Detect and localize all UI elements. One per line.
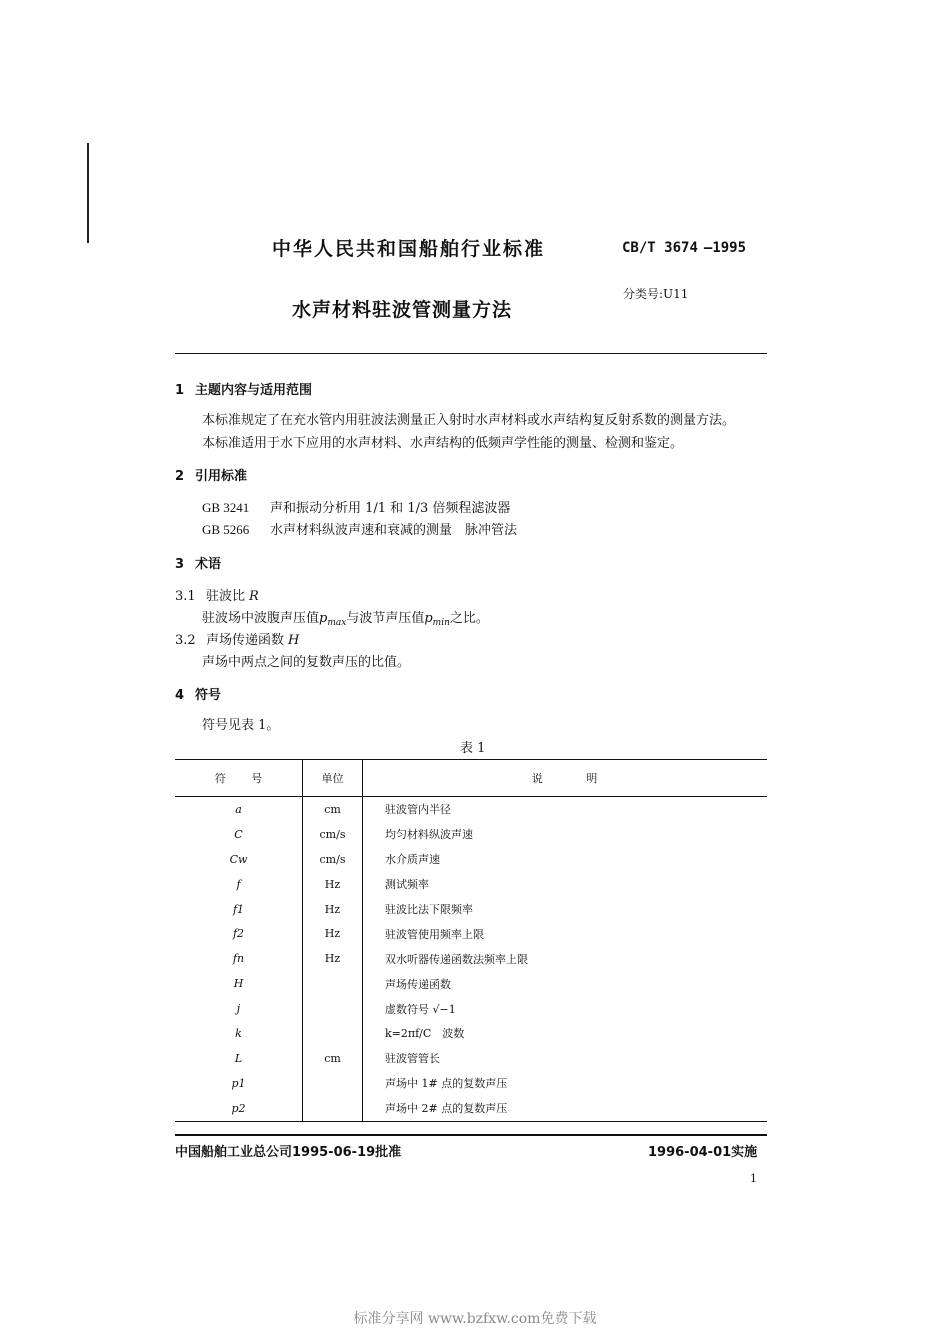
section-2-heading — [175, 465, 247, 484]
term-3-1-heading — [175, 585, 259, 604]
p-symbol: p — [424, 611, 433, 626]
row-unit: cm/s — [303, 847, 363, 872]
term-3-2-name: 声场传递函数 — [206, 633, 285, 648]
table-row — [175, 797, 767, 822]
row-description: 声场中 2# 点的复数声压 — [363, 1096, 768, 1121]
row-symbol: p1 — [175, 1071, 303, 1096]
reference-item — [202, 519, 517, 538]
term-3-2-number: 3.2 — [175, 633, 196, 648]
p-symbol: p — [319, 611, 328, 626]
section-1-para-2: 本标准适用于水下应用的水声材料、水声结构的低频声学性能的测量、检测和鉴定。 — [202, 436, 684, 451]
table-row — [175, 872, 767, 897]
row-symbol: H — [175, 971, 303, 996]
header-rule — [175, 353, 767, 354]
standard-category-title: 中华人民共和国船舶行业标准 — [272, 238, 546, 260]
section-3-heading — [175, 553, 221, 572]
effective-date: 1996-04-01实施 — [648, 1145, 758, 1160]
page-number: 1 — [750, 1172, 757, 1185]
table-row — [175, 1021, 767, 1046]
row-symbol: p2 — [175, 1096, 303, 1121]
section-1-number: 1 — [175, 383, 185, 398]
term-3-2-definition: 声场中两点之间的复数声压的比值。 — [202, 655, 411, 670]
reference-title: 水声材料纵波声速和衰减的测量 脉冲管法 — [270, 523, 518, 538]
term-3-1-definition — [202, 607, 489, 628]
row-description: 虚数符号 √−1 — [385, 1002, 456, 1016]
table-header-row — [175, 759, 767, 797]
row-symbol: j — [175, 996, 303, 1021]
header-unit: 单位 — [303, 759, 363, 797]
row-unit: Hz — [303, 946, 363, 971]
row-unit: cm — [303, 797, 363, 822]
term-3-1-number: 3.1 — [175, 589, 196, 604]
section-1-title: 主题内容与适用范围 — [195, 383, 313, 398]
subscript-min: min — [432, 618, 450, 628]
row-description: 均匀材料纵波声速 — [385, 828, 473, 842]
reference-title: 声和振动分析用 1/1 和 1/3 倍频程滤波器 — [270, 501, 511, 516]
row-symbol: f2 — [175, 921, 303, 946]
section-3-title: 术语 — [195, 557, 222, 572]
row-unit — [303, 996, 363, 1021]
table-row — [175, 1071, 767, 1096]
row-description: 水介质声速 — [385, 853, 440, 867]
row-unit: Hz — [303, 921, 363, 946]
standard-prefix: CB/T — [622, 240, 656, 256]
row-symbol: k — [175, 1021, 303, 1046]
section-4-number: 4 — [175, 688, 185, 703]
row-description: 驻波管使用频率上限 — [385, 927, 484, 941]
row-unit — [303, 1021, 363, 1046]
subscript-max: max — [327, 618, 347, 628]
table-row — [175, 971, 767, 996]
watermark: 标准分享网 www.bzfxw.com免费下载 — [353, 1311, 597, 1327]
footer-rule — [175, 1134, 767, 1136]
row-description: 测试频率 — [385, 878, 429, 892]
section-3-number: 3 — [175, 557, 185, 572]
row-unit: Hz — [303, 897, 363, 922]
term-3-1-def-part-b: 与波节声压值 — [346, 611, 425, 626]
reference-code: GB 3241 — [202, 500, 250, 515]
table-row — [175, 1096, 767, 1121]
table-row — [175, 1046, 767, 1071]
row-unit: cm — [303, 1046, 363, 1071]
row-description: 驻波管管长 — [385, 1052, 440, 1066]
table-caption: 表 1 — [460, 741, 486, 756]
row-description: 双水听器传递函数法频率上限 — [385, 952, 528, 966]
table-row — [175, 847, 767, 872]
table-row — [175, 996, 767, 1021]
row-symbol: f — [175, 872, 303, 897]
section-4-title: 符号 — [195, 688, 222, 703]
row-symbol: fn — [175, 946, 303, 971]
reference-item — [202, 497, 510, 516]
document-title: 水声材料驻波管测量方法 — [292, 299, 513, 321]
row-symbol: f1 — [175, 897, 303, 922]
term-3-2-symbol: H — [288, 633, 300, 648]
table-row — [175, 822, 767, 847]
row-symbol: a — [175, 797, 303, 822]
row-unit: Hz — [303, 872, 363, 897]
term-3-2-heading — [175, 629, 299, 648]
row-symbol: L — [175, 1046, 303, 1071]
row-description: 声场传递函数 — [385, 977, 451, 991]
table-row — [175, 946, 767, 971]
table-row — [175, 921, 767, 946]
row-unit — [303, 1096, 363, 1121]
section-4-heading — [175, 684, 221, 703]
term-3-1-symbol: R — [249, 589, 259, 604]
row-description: 驻波管内半径 — [385, 803, 451, 817]
standard-number: 3674 — [664, 240, 698, 256]
term-3-1-def-part-a: 驻波场中波腹声压值 — [202, 611, 320, 626]
header-symbol: 符 号 — [175, 759, 303, 797]
row-unit — [303, 971, 363, 996]
row-unit: cm/s — [303, 822, 363, 847]
classification-number: 分类号:U11 — [623, 287, 689, 301]
reference-code: GB 5266 — [202, 522, 250, 537]
row-unit — [303, 1071, 363, 1096]
section-2-number: 2 — [175, 469, 185, 484]
row-description: 声场中 1# 点的复数声压 — [385, 1077, 508, 1091]
row-symbol: C — [175, 822, 303, 847]
row-symbol: Cw — [175, 847, 303, 872]
approval-line: 中国船舶工业总公司1995-06-19批准 — [175, 1145, 402, 1160]
symbol-table — [175, 759, 767, 1122]
section-2-title: 引用标准 — [195, 469, 248, 484]
table-row — [175, 897, 767, 922]
section-1-heading — [175, 379, 312, 398]
term-3-1-def-part-c: 之比。 — [449, 611, 489, 626]
section-1-para-1: 本标准规定了在充水管内用驻波法测量正入射时水声材料或水声结构复反射系数的测量方法。 — [202, 413, 736, 428]
standard-code: CB/T 3674 —1995 — [622, 240, 747, 256]
row-description: k=2πf/C 波数 — [385, 1027, 465, 1041]
row-description: 驻波比法下限频率 — [385, 903, 473, 916]
standard-year: 1995 — [712, 240, 747, 256]
section-4-para: 符号见表 1。 — [202, 718, 280, 733]
term-3-1-name: 驻波比 — [206, 589, 246, 604]
margin-bar — [87, 143, 89, 243]
header-description: 说 明 — [363, 759, 768, 797]
